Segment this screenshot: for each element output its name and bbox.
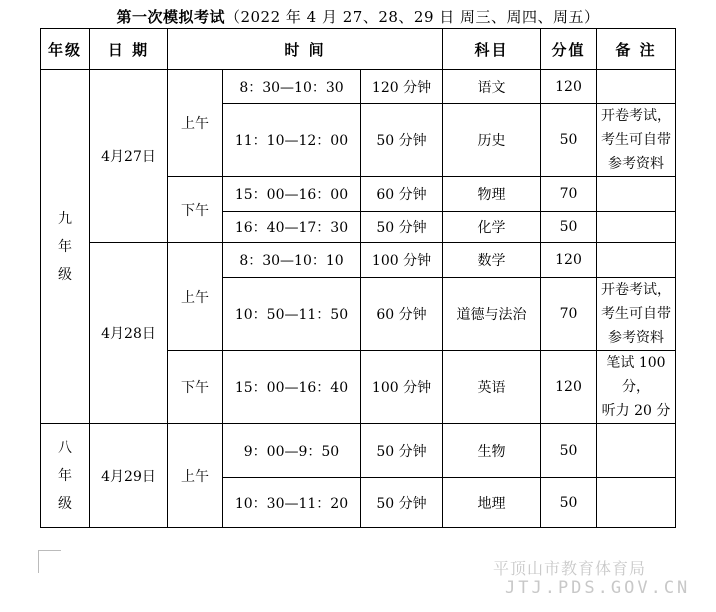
note-line: 参考资料: [608, 156, 664, 172]
note-line: 笔试 100 分，: [606, 355, 666, 395]
header-grade: 年级: [41, 29, 90, 70]
exam-schedule-table: [40, 28, 676, 528]
exam-title-main: 第一次模拟考试: [116, 8, 225, 26]
time-cell: 15：00—16：00: [223, 177, 361, 212]
note-line: 开卷考试，: [601, 282, 671, 298]
header-time: 时 间: [168, 29, 443, 70]
grade-8-label: 八 年 级: [58, 439, 72, 512]
page-corner-mark: [38, 550, 61, 573]
score-cell: 50: [541, 478, 597, 528]
duration-cell: 60 分钟: [361, 177, 443, 212]
score-cell: 120: [541, 243, 597, 278]
watermark-url: JTJ.PDS.GOV.CN: [505, 578, 691, 598]
header-subject: 科目: [443, 29, 541, 70]
period-am-29: 上午: [168, 424, 223, 528]
score-cell: 70: [541, 177, 597, 212]
score-cell: 50: [541, 424, 597, 478]
time-cell: 8：30—10：30: [223, 70, 361, 104]
grade-8-cell: [41, 424, 90, 528]
note-line: 考生可自带: [601, 132, 671, 148]
time-cell: 16：40—17：30: [223, 212, 361, 243]
header-score: 分值: [541, 29, 597, 70]
exam-title: [0, 6, 716, 27]
note-cell-open-book: [597, 104, 676, 177]
table-row: [41, 70, 676, 104]
grade-9-label: 九 年 级: [58, 210, 72, 283]
duration-cell: 50 分钟: [361, 212, 443, 243]
time-cell: 11：10—12：00: [223, 104, 361, 177]
table-row: [41, 424, 676, 478]
date-cell-29: 4月29日: [90, 424, 168, 528]
time-cell: 10：50—11：50: [223, 278, 361, 351]
note-cell-empty: [597, 177, 676, 212]
note-cell-open-book: [597, 278, 676, 351]
duration-cell: 50 分钟: [361, 424, 443, 478]
score-cell: 120: [541, 351, 597, 424]
note-line: 听力 20 分: [601, 403, 671, 419]
period-pm-28: 下午: [168, 351, 223, 424]
note-cell-empty: [597, 478, 676, 528]
duration-cell: 120 分钟: [361, 70, 443, 104]
score-cell: 120: [541, 70, 597, 104]
exam-title-dates: （2022 年 4 月 27、28、29 日 周三、周四、周五）: [224, 8, 600, 26]
note-cell-english: [597, 351, 676, 424]
watermark-org: 平顶山市教育体育局: [493, 559, 647, 578]
note-cell-empty: [597, 243, 676, 278]
subject-cell: 数学: [443, 243, 541, 278]
score-cell: 50: [541, 212, 597, 243]
header-row: [41, 29, 676, 70]
period-am-28: 上午: [168, 243, 223, 351]
duration-cell: 100 分钟: [361, 243, 443, 278]
subject-cell: 道德与法治: [443, 278, 541, 351]
time-cell: 10：30—11：20: [223, 478, 361, 528]
score-cell: 70: [541, 278, 597, 351]
note-line: 参考资料: [608, 330, 664, 346]
header-note: 备 注: [597, 29, 676, 70]
grade-9-cell: [41, 70, 90, 424]
time-cell: 9：00—9：50: [223, 424, 361, 478]
table-row: [41, 243, 676, 278]
subject-cell: 化学: [443, 212, 541, 243]
header-date: 日 期: [90, 29, 168, 70]
note-cell-empty: [597, 212, 676, 243]
note-line: 开卷考试，: [601, 108, 671, 124]
subject-cell: 生物: [443, 424, 541, 478]
period-am-27: 上午: [168, 70, 223, 177]
subject-cell: 语文: [443, 70, 541, 104]
duration-cell: 60 分钟: [361, 278, 443, 351]
subject-cell: 英语: [443, 351, 541, 424]
note-cell-empty: [597, 424, 676, 478]
date-cell-28: 4月28日: [90, 243, 168, 424]
time-cell: 15：00—16：40: [223, 351, 361, 424]
subject-cell: 地理: [443, 478, 541, 528]
note-line: 考生可自带: [601, 306, 671, 322]
period-pm-27: 下午: [168, 177, 223, 243]
note-cell-empty: [597, 70, 676, 104]
time-cell: 8：30—10：10: [223, 243, 361, 278]
duration-cell: 100 分钟: [361, 351, 443, 424]
subject-cell: 历史: [443, 104, 541, 177]
score-cell: 50: [541, 104, 597, 177]
date-cell-27: 4月27日: [90, 70, 168, 243]
duration-cell: 50 分钟: [361, 478, 443, 528]
subject-cell: 物理: [443, 177, 541, 212]
duration-cell: 50 分钟: [361, 104, 443, 177]
